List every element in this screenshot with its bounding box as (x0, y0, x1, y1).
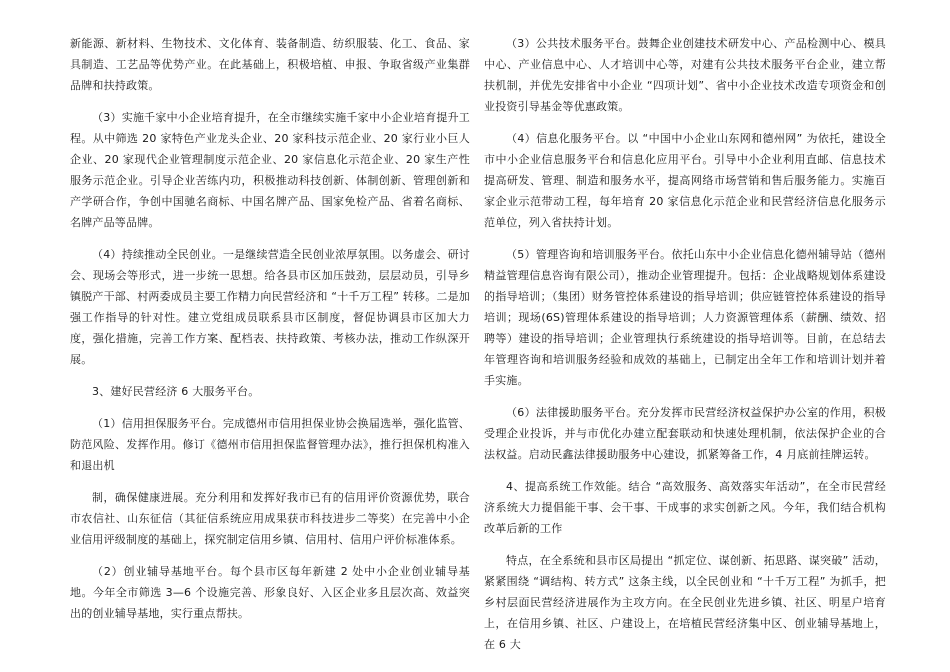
left-column (70, 33, 470, 635)
paragraph: （4）持续推动全民创业。一是继续营造全民创业浓厚氛围。以务虚会、研讨会、现场会等形式，进一步统一思想。给各县市区加压鼓劲，层层动员，引导乡镇脱产干部、村两委成员主要工作精力向民营经济和 “十千万工程” 转移。二是加强工作指导的针对性。建立党组成员联系县市区制度，督促协调县市区加大力度，强化措施，完善工作方案、配档表、扶持政策、考核办法，推动工作纵深开展。 (70, 248, 470, 366)
paragraph: 制，确保健康进展。充分利用和发挥好我市已有的信用评价资源优势，联合市农信社、山东征信（其征信系统应用成果获市科技进步二等奖）在完善中小企业信用评级制度的基础上，探究制定信用乡镇、信用村、信用户评价标准体系。 (70, 491, 470, 546)
paragraph: （3）公共技术服务平台。鼓舞企业创建技术研发中心、产品检测中心、模具中心、产业信息中心、人才培训中心等，对建有公共技术服务平台企业，建立帮扶机制，并优先安排省中小企业 “四项计划”、省中小企业技术改造专项资金和创业投资引导基金等优惠政策。 (484, 37, 886, 113)
section-heading: 4、提高系统工作效能。结合 “高效服务、高效落实年活动”，在全市民营经济系统大力提倡能干事、会干事、干成事的求实创新之风。今年，我们结合机构改革后新的工作 (484, 480, 886, 535)
paragraph: （6）法律援助服务平台。充分发挥市民营经济权益保护办公室的作用，积极受理企业投诉，并与市优化办建立配套联动和快速处理机制，依法保护企业的合法权益。启动民鑫法律援助服务中心建设，抓紧筹备工作，4 月底前挂牌运转。 (484, 406, 886, 461)
paragraph: （2）创业辅导基地平台。每个县市区每年新建 2 处中小企业创业辅导基地。今年全市筛选 3—6 个设施完善、形象良好、入区企业多且层次高、效益突出的创业辅导基地，实行重点帮扶。 (70, 565, 470, 620)
section-heading: 3、建好民营经济 6 大服务平台。 (92, 385, 260, 398)
right-column (484, 33, 886, 666)
paragraph: （4）信息化服务平台。以 “中国中小企业山东网和德州网” 为依托，建设全市中小企业信息服务平台和信息化应用平台。引导中小企业利用直邮、信息技术提高研发、管理、制造和服务水平，提高网络市场营销和售后服务能力。实施百家企业示范带动工程，每年培育 20 家信息化示范企业和民营经济信息化服务示范单位，列入省扶持计划。 (484, 132, 886, 229)
paragraph: （1）信用担保服务平台。完成德州市信用担保业协会换届选举，强化监管、防范风险、发挥作用。修订《德州市信用担保监督管理办法》，推行担保机构准入和退出机 (70, 417, 470, 472)
paragraph: （3）实施千家中小企业培育提升，在全市继续实施千家中小企业培育提升工程。从中筛选 20 家特色产业龙头企业、20 家科技示范企业、20 家行业小巨人企业、20 家现代企业管理制度示范企业、20 家信息化示范企业、20 家生产性服务示范企业。引导企业苦练内功，积极推动科技创新、体制创新、管理创新和产学研合作，争创中国驰名商标、中国名牌产品、国家免检产品、省着名商标、名牌产品等品牌。 (70, 111, 470, 229)
paragraph: 特点，在全系统和县市区局提出 “抓定位、谋创新、拓思路、谋突破” 活动，紧紧围绕 “调结构、转方式” 这条主线，以全民创业和 “十千万工程” 为抓手，把乡村层面民营经济进展作为主攻方向。在全民创业先进乡镇、社区、明星户培育上，在信用乡镇、社区、户建设上，在培植民营经济集中区、创业辅导基地上，在 6 大 (484, 554, 886, 651)
paragraph: （5）管理咨询和培训服务平台。依托山东中小企业信息化德州辅导站（德州精益管理信息咨询有限公司），推动企业管理提升。包括：企业战略规划体系建设的指导培训；（集团）财务管控体系建设的指导培训；供应链管控体系建设的指导培训；现场(6S)管理体系建设的指导培训；人力资源管理体系（薪酬、绩效、招聘等）建设的指导培训；企业管理执行系统建设的指导培训等。目前，在总结去年管理咨询和培训服务经验和成效的基础上，已制定出全年工作和培训计划并着手实施。 (484, 248, 886, 387)
paragraph: 新能源、新材料、生物技术、文化体育、装备制造、纺织服装、化工、食品、家具制造、工艺品等优势产业。在此基础上，积极培植、申报、争取省级产业集群品牌和扶持政策。 (70, 37, 470, 92)
